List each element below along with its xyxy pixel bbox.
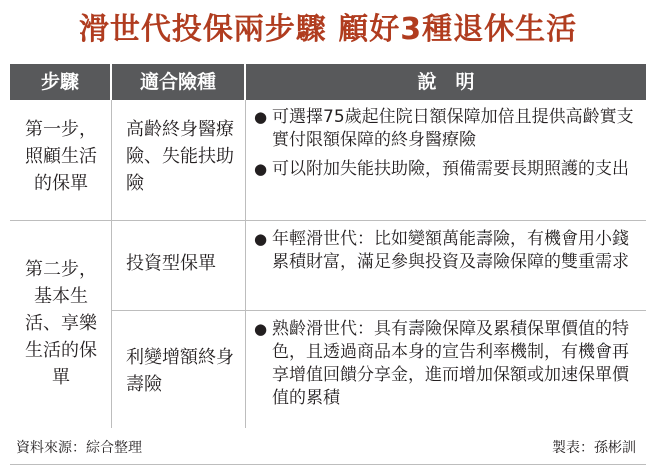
step2-insurance-investment: 投資型保單 xyxy=(126,253,216,274)
list-item xyxy=(254,106,642,152)
list-item xyxy=(254,318,642,410)
insurance-table xyxy=(10,64,646,428)
bullet-icon: ● xyxy=(254,320,268,338)
bullet-icon: ● xyxy=(254,160,268,178)
step1-label: 第一步，照顧生活的保單 xyxy=(25,119,97,194)
page-title: 滑世代投保兩步驟 顧好3種退休生活 xyxy=(78,12,578,47)
bullet-icon: ● xyxy=(254,108,268,126)
step2-insurance-whole-life: 利變增額終身壽險 xyxy=(126,347,234,395)
step2-description-young xyxy=(250,228,642,280)
footer xyxy=(10,434,646,462)
column-divider xyxy=(245,100,246,428)
list-item-text: 可選擇75歲起住院日額保障加倍且提供高齡實支實付限額保障的終身醫療險 xyxy=(272,107,634,150)
row-divider xyxy=(10,220,646,221)
header-description: 說 明 xyxy=(246,64,646,100)
header-step: 步驟 xyxy=(10,64,110,100)
list-item xyxy=(254,228,642,274)
step2-label: 第二步，基本生活、享樂生活的保單 xyxy=(25,259,97,388)
header-insurance-type: 適合險種 xyxy=(112,64,244,100)
list-item-text: 年輕滑世代：比如變額萬能壽險，有機會用小錢累積財富，滿足參與投資及壽險保障的雙重需求 xyxy=(272,229,629,272)
list-item-text: 熟齡滑世代：具有壽險保障及累積保單價值的特色，且透過商品本身的宣告利率機制，有機會再享增值回饋分享金，進而增加保額或加速保單價值的累積 xyxy=(272,319,629,408)
credit-note: 製表：孫彬訓 xyxy=(552,440,636,456)
list-item-text: 可以附加失能扶助險，預備需要長期照護的支出 xyxy=(272,159,629,179)
column-divider xyxy=(111,100,112,428)
row-divider xyxy=(112,310,646,311)
bullet-icon: ● xyxy=(254,230,268,248)
bottom-rule xyxy=(10,464,646,465)
step2-description-senior xyxy=(250,318,642,416)
step1-description xyxy=(250,106,642,187)
step1-insurance: 高齡終身醫療險、失能扶助險 xyxy=(126,119,234,194)
list-item xyxy=(254,158,642,181)
source-note: 資料來源：綜合整理 xyxy=(16,440,142,456)
